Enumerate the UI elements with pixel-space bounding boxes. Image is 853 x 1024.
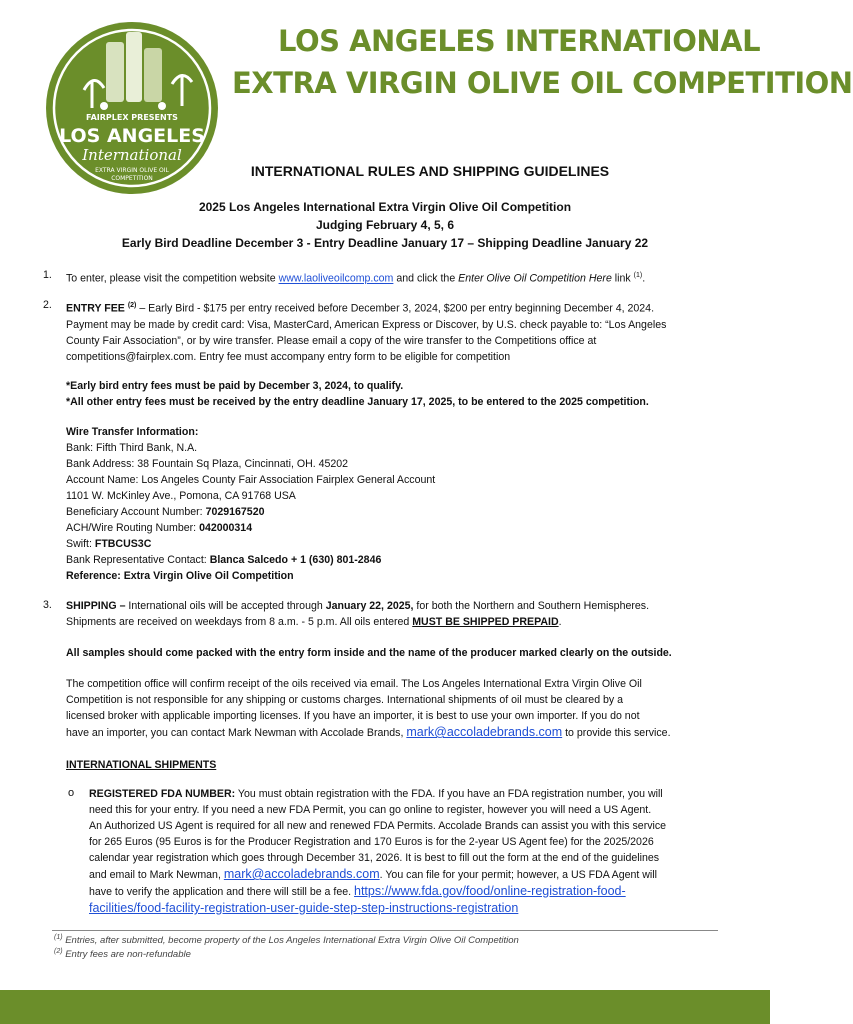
packing-note: All samples should come packed with the entry form inside and the name of the producer marked clearly on the outside. <box>66 647 672 659</box>
subtitle-judging: Judging February 4, 5, 6 <box>315 218 455 232</box>
website-link[interactable]: www.laoliveoilcomp.com <box>278 272 394 285</box>
bullet-icon: o <box>68 787 75 799</box>
svg-text:COMPETITION: COMPETITION <box>111 175 153 182</box>
fda-registration-link-cont[interactable]: facilities/food-facility-registration-user-guide-step-step-instructions-registration <box>89 901 519 915</box>
item-number: 1. <box>43 269 52 281</box>
competition-logo <box>44 20 220 196</box>
early-bird-note: *Early bird entry fees must be paid by December 3, 2024, to qualify. <box>66 380 404 392</box>
subtitle-deadlines: Early Bird Deadline December 3 - Entry Deadline January 17 – Shipping Deadline January 22 <box>121 236 649 250</box>
svg-text:International: International <box>82 146 182 164</box>
item-1-text: To enter, please visit the competition website www.laoliveoilcomp.com and click the Enter Olive Oil Competition Here link $^{(1)}$. <box>66 272 646 285</box>
title-line-1: LOS ANGELES INTERNATIONAL <box>278 24 761 58</box>
accolade-email-link-2[interactable]: mark@accoladebrands.com <box>223 867 380 881</box>
footnote-divider <box>52 930 718 931</box>
title-line-2: EXTRA VIRGIN OLIVE OIL COMPETITION <box>232 66 853 100</box>
shipping-paragraph: The competition office will confirm receipt of the oils received via email. The Los Angeles International Extra Virgin Olive Oil Competition is not responsible for any shipping or customs charges. International shipments of oil must be cleared by a licensed broker with applicable importing licenses. If you have an importer, it is best to use your own importer. If you do not have an importer, you can contact Mark Newman with Accolade Brands, mark@accoladebrands.com to provide this service. <box>66 678 671 739</box>
bottle-icon <box>106 42 124 102</box>
item-number: 2. <box>43 299 52 311</box>
fda-section: REGISTERED FDA NUMBER: You must obtain registration with the FDA. If you have an FDA registration number, you will need this for your entry. If you need a new FDA Permit, you can go online to register, however you will need a US Agent. An Authorized US Agent is required for all new and renewed FDA Permits. Accolade Brands can assist you with this service for 265 Euros (95 Euros is for the Producer Registration and 170 Euros is for the 2-year US Agent fee) for the 2025/2026 calendar year registration which goes through December 31, 2026. It is best to fill out the form at the end of the guidelines and email to Mark Newman, mark@accoladebrands.com. You can file for your permit; however, a US FDA Agent will have to verify the application and there will still be a fee. https://www.fda.gov/food/online-registration-food- facilities/food-facility-registration-user-guide-step-step-instructions-registration <box>89 788 667 915</box>
svg-text:FAIRPLEX PRESENTS: FAIRPLEX PRESENTS <box>86 113 178 122</box>
entry-deadline-note: *All other entry fees must be received by the entry deadline January 17, 2025, to be entered to the 2025 competition. <box>66 396 649 408</box>
wire-transfer-info: Wire Transfer Information: Bank: Fifth Third Bank, N.A. Bank Address: 38 Fountain Sq Plaza, Cincinnati, OH. 45202 Account Name: Los Angeles County Fair Association Fairplex General Account 1101 W. McKinley Ave., Pomona, CA 91768 USA Beneficiary Account Number: 7029167520 ACH/Wire Routing Number: 042000314 Swift: FTBCUS3C Bank Representative Contact: Blanca Salcedo + 1 (630) 801-2846 Reference: Extra Virgin Olive Oil Competition <box>66 426 436 582</box>
entry-fee-section: ENTRY FEE $^{(2)}$ – Early Bird - $175 per entry received before December 3, 2024, $200 per entry beginning December 4, 2024. Payment may be made by credit card: Visa, MasterCard, American Express or Discover, by U.S. check payable to: “Los Angeles County Fair Association”, or by wire transfer. Please email a copy of the wire transfer to the Competitions office at competitions@fairplex.com. Entry fee must accompany entry form to be eligible for competition <box>66 302 667 363</box>
footer-bar <box>0 990 770 1024</box>
footnote-2: $^{(2)}$ Entry fees are non-refundable <box>54 948 191 961</box>
item-number: 3. <box>43 599 52 611</box>
subtitle-competition: 2025 Los Angeles International Extra Virgin Olive Oil Competition <box>198 200 572 214</box>
svg-text:LOS ANGELES: LOS ANGELES <box>59 125 205 147</box>
shipping-section: SHIPPING – International oils will be accepted through January 22, 2025, for both the Northern and Southern Hemispheres. Shipments are received on weekdays from 8 a.m. - 5 p.m. All oils entered MUST BE SHIPPED PREPAID. <box>66 600 650 628</box>
fda-registration-link[interactable]: https://www.fda.gov/food/online-registration-food- <box>354 884 626 898</box>
svg-text:EXTRA VIRGIN OLIVE OIL: EXTRA VIRGIN OLIVE OIL <box>95 167 169 174</box>
accolade-email-link[interactable]: mark@accoladebrands.com <box>406 725 563 739</box>
document-heading: INTERNATIONAL RULES AND SHIPPING GUIDELINES <box>250 163 610 179</box>
international-shipments-heading: INTERNATIONAL SHIPMENTS <box>66 759 217 771</box>
footnote-1: $^{(1)}$ Entries, after submitted, become property of the Los Angeles International Extra Virgin Olive Oil Competition <box>54 934 519 947</box>
